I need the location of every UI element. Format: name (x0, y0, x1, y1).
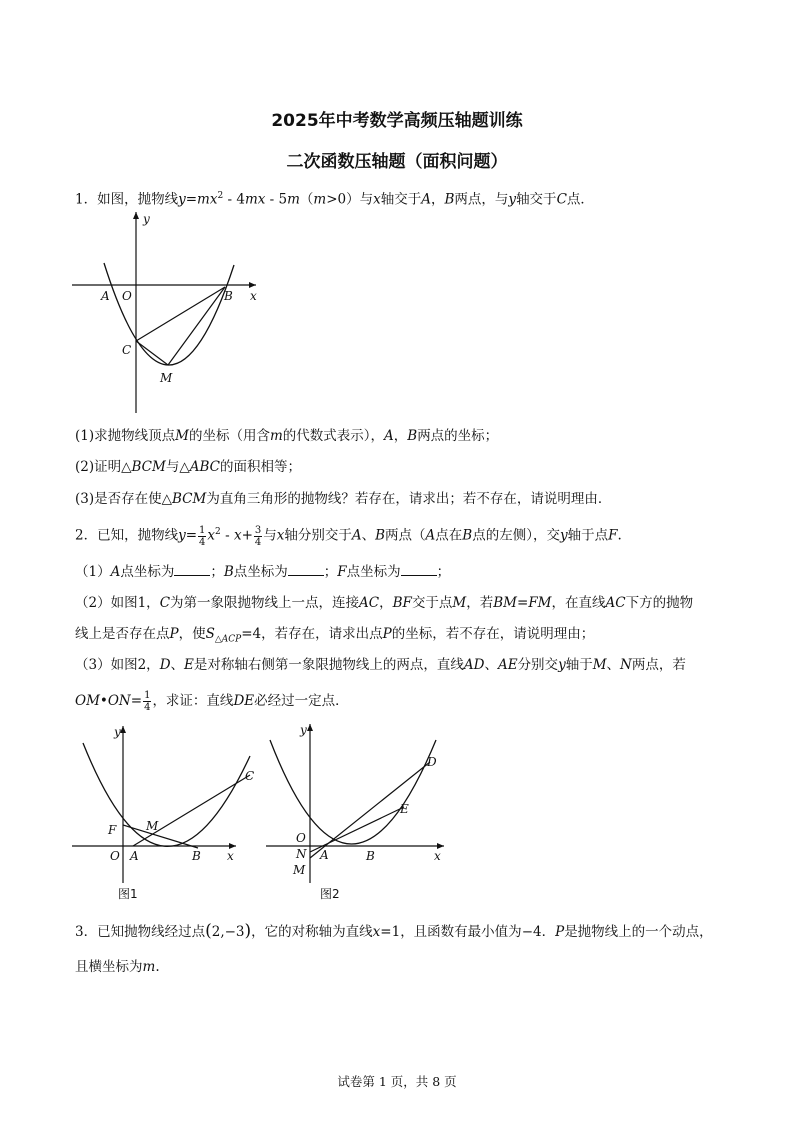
svg-text:C: C (245, 769, 255, 783)
page-footer: 试卷第 1 页，共 8 页 (337, 1074, 457, 1089)
svg-text:O: O (110, 849, 120, 863)
svg-text:M: M (293, 863, 306, 877)
svg-text:F: F (108, 823, 117, 837)
svg-text:x: x (434, 849, 441, 863)
svg-text:x: x (227, 849, 234, 863)
q2-part1: （1）A点坐标为 ；B点坐标为 ；F点坐标为 ； (75, 564, 451, 580)
q2-stem: 2．已知，抛物线y= $\frac{1}{4}$ $x^2 - x+$ $\frac{3}{4}$ 与x轴分别交于A、B两点（A点在B点的左侧），交y轴于点F. (75, 524, 622, 548)
answer-blank-a[interactable] (174, 563, 210, 576)
q2-figure-2 (262, 718, 452, 903)
svg-text:A: A (101, 289, 110, 303)
q2-part3-line1: （3）如图2，D、E是对称轴右侧第一象限抛物线上的两点，直线AD、AE分别交y轴于M、N两点，若 (75, 657, 686, 673)
q2-part3-line2: OM•ON= $\frac{1}{4}$ ，求证：直线DE必经过一定点． (75, 690, 349, 713)
answer-blank-b[interactable] (288, 563, 324, 576)
svg-text:x: x (250, 289, 257, 303)
svg-text:y: y (300, 723, 307, 737)
svg-text:A: A (320, 848, 329, 862)
svg-text:M: M (146, 819, 159, 833)
q2-part2-line1: （2）如图1，C为第一象限抛物线上一点，连接AC，BF交于点M，若BM=FM，在直线AC下方的抛物 (75, 595, 694, 611)
page-title: 2025年中考数学高频压轴题训练 (271, 111, 523, 131)
q1-part3: (3)是否存在使△BCM为直角三角形的抛物线？若存在，请求出；若不存在，请说明理由． (75, 491, 612, 507)
q2-figure-1 (68, 718, 268, 903)
figure-1-caption: 图1 (118, 887, 138, 901)
svg-text:E: E (400, 802, 409, 816)
q1-stem: 1．如图，抛物线$y=mx^2 - 4mx - 5m(m>0)$与x轴交于A，B两点，与y轴交于C点． (75, 191, 594, 208)
svg-text:N: N (296, 847, 307, 861)
svg-text:y: y (114, 725, 121, 739)
q1-part2: (2)证明△BCM与△ABC的面积相等； (75, 459, 301, 475)
svg-text:C: C (122, 343, 132, 357)
svg-text:O: O (122, 289, 132, 303)
svg-text:B: B (366, 849, 375, 863)
q3-stem-line2: 且横坐标为m. (75, 959, 160, 975)
q1-part1: (1)求抛物线顶点M的坐标（用含m的代数式表示），A，B两点的坐标； (75, 428, 499, 444)
figure-2-caption: 图2 (320, 887, 340, 901)
q1-figure (68, 208, 268, 418)
svg-text:B: B (192, 849, 201, 863)
svg-text:M: M (160, 371, 173, 385)
svg-text:y: y (143, 212, 150, 226)
q3-stem-line1: 3．已知抛物线经过点(2,−3)，它的对称轴为直线x=1，且函数有最小值为−4．P是抛物线上的一个动点， (75, 921, 713, 941)
page-subtitle: 二次函数压轴题（面积问题） (286, 152, 508, 172)
svg-text:O: O (296, 831, 306, 845)
svg-text:D: D (427, 755, 437, 769)
answer-blank-f[interactable] (401, 563, 437, 576)
svg-text:B: B (224, 289, 233, 303)
q2-part2-line2: 线上是否存在点P，使$S_{\triangle ACP}=4$，若存在，请求出点P的坐标，若不存在，请说明理由； (75, 626, 595, 645)
svg-text:A: A (130, 849, 139, 863)
